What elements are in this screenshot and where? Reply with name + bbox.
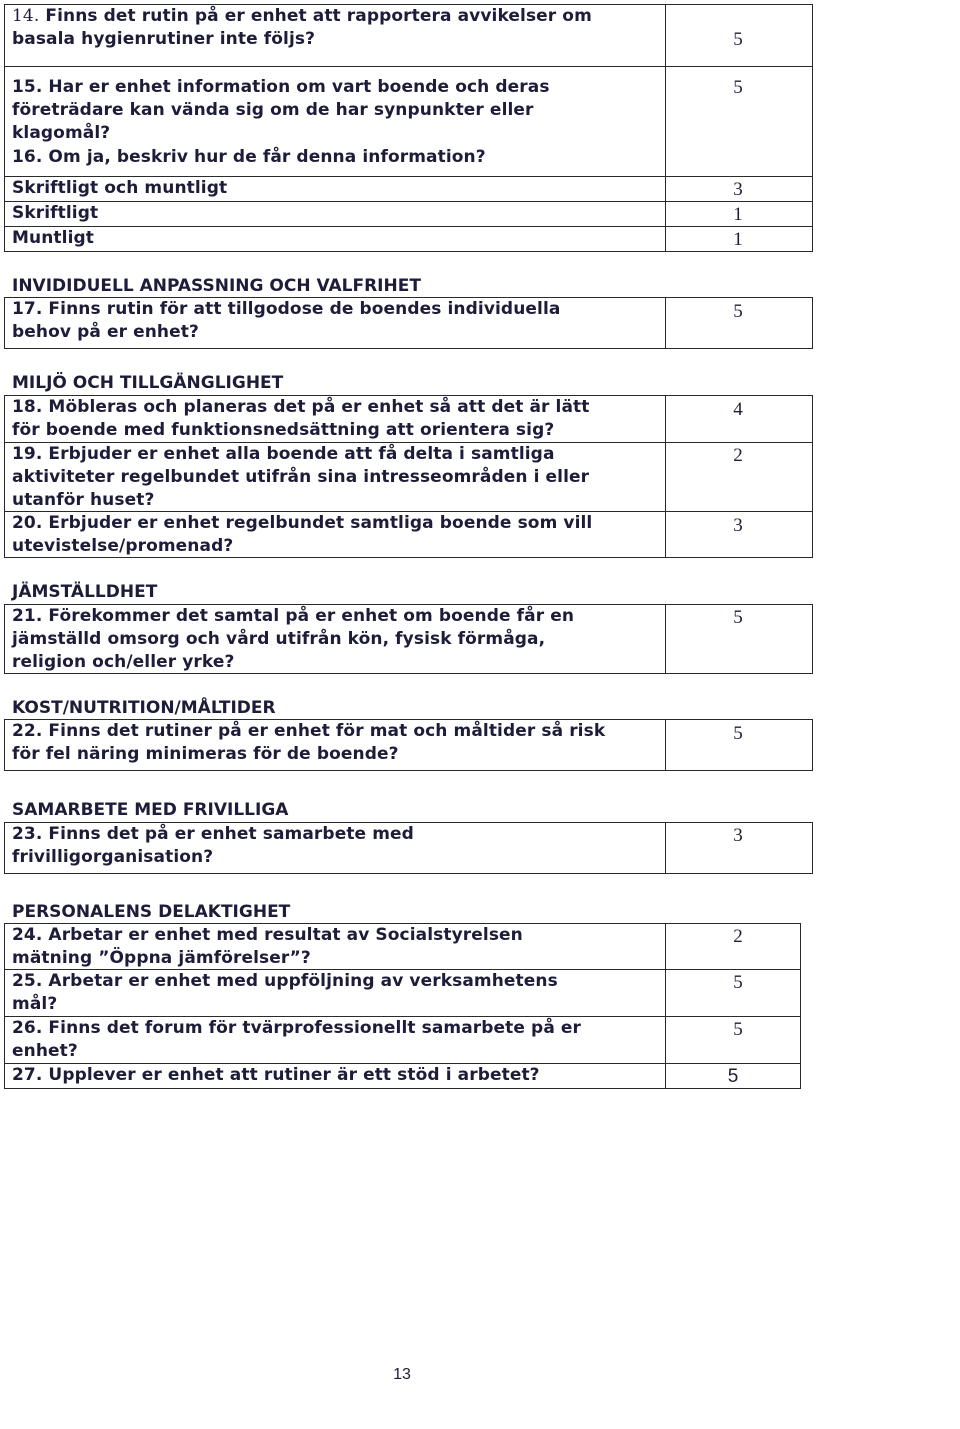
- section-heading-miljo: MILJÖ OCH TILLGÄNGLIGHET: [12, 373, 284, 393]
- question-16: 16. Om ja, beskriv hur de får denna information?: [12, 147, 486, 167]
- section-heading-samarbete: SAMARBETE MED FRIVILLIGA: [12, 800, 289, 820]
- score-column-divider: [665, 604, 666, 674]
- question-23: 23. Finns det på er enhet samarbete med frivilligorganisation?: [12, 824, 414, 867]
- question-24: 24. Arbetar er enhet med resultat av Socialstyrelsen mätning ”Öppna jämförelser”?: [12, 925, 523, 968]
- section-heading-jamstalldhet: JÄMSTÄLLDHET: [12, 582, 158, 602]
- score-column-divider: [665, 4, 666, 252]
- page-number: 13: [393, 1366, 411, 1383]
- row-divider: [4, 201, 813, 202]
- score-column-divider: [665, 297, 666, 349]
- question-21-score: 5: [733, 607, 743, 628]
- question-15: 15. Har er enhet information om vart boende och deras företrädare kan vända sig om de har synpunkter eller klagomål?: [12, 77, 550, 143]
- score-column-divider: [665, 395, 666, 558]
- question-17: 17. Finns rutin för att tillgodose de boendes individuella behov på er enhet?: [12, 299, 561, 342]
- score-column-divider: [665, 822, 666, 874]
- row-divider: [4, 66, 813, 67]
- question-27: 27. Upplever er enhet att rutiner är ett stöd i arbetet?: [12, 1065, 540, 1085]
- question-14: 14. Finns det rutin på er enhet att rapportera avvikelser om basala hygienrutiner inte följs?: [12, 6, 592, 49]
- question-18-score: 4: [733, 399, 743, 420]
- question-26-score: 5: [733, 1019, 743, 1040]
- question-22-score: 5: [733, 723, 743, 744]
- question-17-score: 5: [733, 301, 743, 322]
- q16-option-3-score: 1: [733, 229, 743, 250]
- score-column-divider: [665, 719, 666, 771]
- q16-option-1-score: 3: [733, 179, 743, 200]
- question-15-score: 5: [733, 77, 743, 98]
- section-heading-individuell: INVIDIDUELL ANPASSNING OCH VALFRIHET: [12, 276, 421, 296]
- question-26: 26. Finns det forum för tvärprofessionellt samarbete på er enhet?: [12, 1018, 582, 1061]
- question-22: 22. Finns det rutiner på er enhet för mat och måltider så risk för fel näring minimeras för de boende?: [12, 721, 606, 764]
- q16-option-2: Skriftligt: [12, 203, 99, 223]
- question-19-score: 2: [733, 445, 743, 466]
- question-27-score: 5: [727, 1066, 739, 1087]
- question-14-number: 14.: [12, 6, 40, 26]
- section-heading-personal: PERSONALENS DELAKTIGHET: [12, 902, 291, 922]
- q16-option-2-score: 1: [733, 204, 743, 225]
- q16-option-3: Muntligt: [12, 228, 94, 248]
- question-23-score: 3: [733, 825, 743, 846]
- question-14-score: 5: [733, 29, 743, 50]
- q16-option-1: Skriftligt och muntligt: [12, 178, 228, 198]
- question-19: 19. Erbjuder er enhet alla boende att få delta i samtliga aktiviteter regelbundet utifrån sina intresseområden i eller utanför huset?: [12, 444, 590, 510]
- question-24-score: 2: [733, 926, 743, 947]
- question-25-score: 5: [733, 972, 743, 993]
- question-21: 21. Förekommer det samtal på er enhet om boende får en jämställd omsorg och vård utifrån kön, fysisk förmåga, religion och/eller yrke?: [12, 606, 575, 672]
- row-divider: [4, 226, 813, 227]
- section-heading-kost: KOST/NUTRITION/MÅLTIDER: [12, 698, 276, 718]
- question-25: 25. Arbetar er enhet med uppföljning av verksamhetens mål?: [12, 971, 558, 1014]
- question-20: 20. Erbjuder er enhet regelbundet samtliga boende som vill utevistelse/promenad?: [12, 513, 593, 556]
- question-18: 18. Möbleras och planeras det på er enhet så att det är lätt för boende med funktionsnedsättning att orientera sig?: [12, 397, 590, 440]
- question-20-score: 3: [733, 515, 743, 536]
- score-column-divider: [665, 923, 666, 1089]
